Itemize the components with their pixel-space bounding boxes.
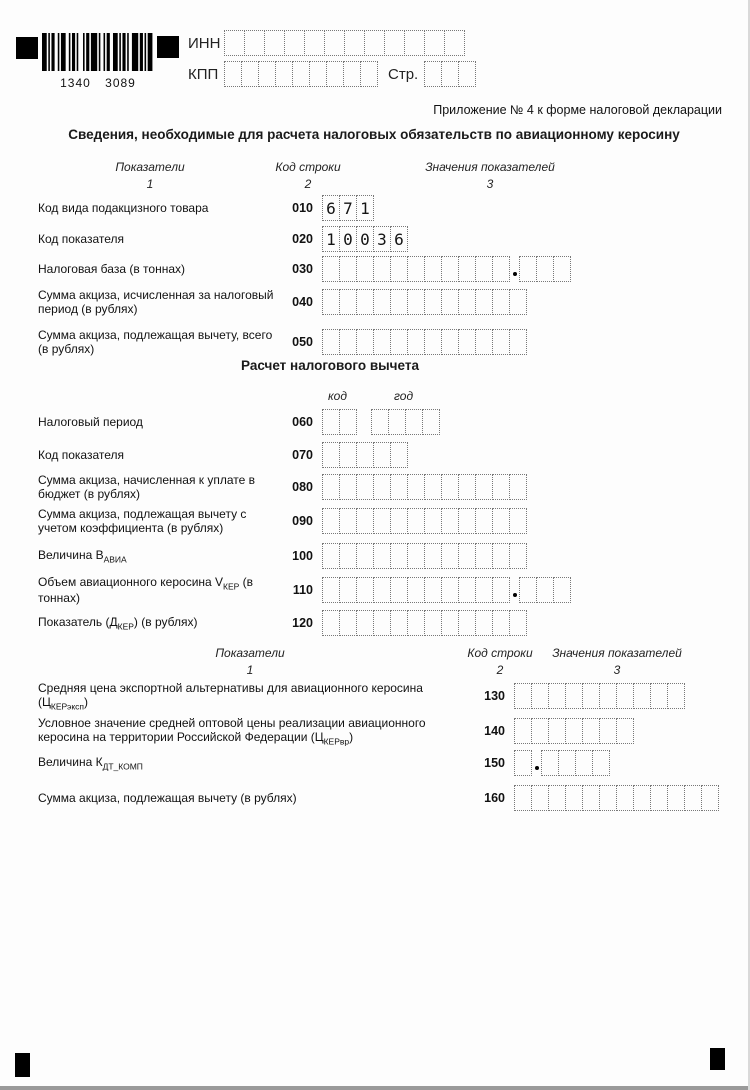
row-code: 040 (292, 295, 313, 310)
value-cell: 3 (373, 226, 391, 252)
value-cell (322, 543, 340, 569)
value-cell (441, 474, 459, 500)
value-cell (475, 329, 493, 355)
value-cell (356, 543, 374, 569)
kod-column-label: код (328, 389, 347, 403)
value-cell (441, 289, 459, 315)
value-cell: 0 (339, 226, 357, 252)
value-cell (424, 508, 442, 534)
value-cell (458, 610, 476, 636)
value-cell (390, 442, 408, 468)
value-cell (475, 543, 493, 569)
value-cell (514, 683, 532, 709)
value-field-030[interactable] (519, 256, 571, 282)
row-label: Показатель $(Д_{КЕР})$ (в рублях) (38, 614, 198, 632)
value-cell (701, 785, 719, 811)
value-cell (475, 474, 493, 500)
form-row-090 (38, 507, 527, 535)
value-cell: 1 (356, 195, 374, 221)
row-code: 030 (292, 262, 313, 276)
value-cell (424, 577, 442, 603)
value-cell (441, 61, 459, 87)
value-cell (390, 543, 408, 569)
registration-mark-bottom-left (15, 1053, 30, 1077)
value-cell (475, 289, 493, 315)
value-cell (322, 577, 340, 603)
kpp-row (188, 61, 476, 87)
row-code: 060 (292, 415, 313, 429)
value-field-150[interactable] (514, 750, 532, 776)
table1-header-linecode: Код строки 2 (275, 160, 341, 191)
kpp-field[interactable] (224, 61, 378, 87)
form-row-070 (38, 441, 408, 469)
value-cell (390, 329, 408, 355)
row-code: 020 (292, 232, 313, 246)
value-cell (582, 718, 600, 744)
value-cell (553, 256, 571, 282)
value-cell (407, 256, 425, 282)
value-cell (616, 683, 634, 709)
row-label: Налоговая база (в тоннах) (38, 261, 185, 276)
value-cell (373, 442, 391, 468)
value-cell (304, 30, 325, 56)
value-cell (390, 577, 408, 603)
value-cell (536, 577, 554, 603)
value-cell (388, 409, 406, 435)
table3-header-linecode: Код строки 2 (467, 646, 533, 677)
value-cell (565, 683, 583, 709)
row-code: 050 (292, 335, 313, 350)
value-cell (616, 718, 634, 744)
value-cell (373, 577, 391, 603)
value-cell (424, 610, 442, 636)
value-field-130[interactable] (514, 683, 685, 709)
row-code: 070 (292, 448, 313, 462)
value-cell (441, 577, 459, 603)
row-code: 080 (292, 480, 313, 495)
value-field-010[interactable] (322, 195, 374, 221)
form-row-120 (38, 609, 527, 637)
value-field-040[interactable] (322, 289, 527, 315)
value-cell (599, 785, 617, 811)
value-cell (407, 610, 425, 636)
value-cell (322, 610, 340, 636)
value-cell (373, 256, 391, 282)
row-label: Величина $В_{АВИА}$ (38, 547, 127, 565)
value-cell (509, 474, 527, 500)
value-cell (492, 474, 510, 500)
value-cell (390, 256, 408, 282)
value-cell (322, 474, 340, 500)
value-cell (458, 289, 476, 315)
value-cell (667, 683, 685, 709)
value-cell (424, 543, 442, 569)
value-cell (373, 508, 391, 534)
value-cell (531, 683, 549, 709)
value-cell (356, 610, 374, 636)
value-cell (458, 474, 476, 500)
value-field-160[interactable] (514, 785, 719, 811)
value-cell (264, 30, 285, 56)
value-field-120[interactable] (322, 610, 527, 636)
value-cell (339, 577, 357, 603)
value-cell (384, 30, 405, 56)
value-cell (475, 577, 493, 603)
form-row-130 (38, 681, 685, 712)
value-cell (458, 329, 476, 355)
form-row-050 (38, 328, 527, 356)
row-code: 160 (484, 791, 505, 805)
value-cell (258, 61, 276, 87)
value-field-050[interactable] (322, 329, 527, 355)
value-cell (514, 750, 532, 776)
value-cell (548, 785, 566, 811)
value-cell (339, 610, 357, 636)
value-cell: 6 (390, 226, 408, 252)
value-cell (322, 508, 340, 534)
value-cell (371, 409, 389, 435)
value-cell (599, 683, 617, 709)
value-cell (650, 683, 668, 709)
field-gap (357, 409, 371, 435)
value-cell (633, 785, 651, 811)
value-cell (373, 289, 391, 315)
registration-mark-bottom-right (710, 1048, 725, 1070)
form-row-110 (38, 575, 571, 606)
value-cell (356, 289, 374, 315)
form-row-030 (38, 255, 571, 283)
value-cell (565, 718, 583, 744)
form-title: Сведения, необходимые для расчета налоговых обязательств по авиационному керосину (68, 127, 680, 142)
value-cell (633, 683, 651, 709)
value-cell (322, 329, 340, 355)
inn-label: ИНН (188, 34, 221, 52)
value-cell (458, 508, 476, 534)
god-column-label: год (394, 389, 414, 403)
value-cell (441, 543, 459, 569)
scan-edge-bottom (0, 1086, 750, 1090)
value-cell (444, 30, 465, 56)
value-cell (390, 474, 408, 500)
value-cell (356, 577, 374, 603)
value-cell (424, 61, 442, 87)
value-cell (339, 543, 357, 569)
value-cell (407, 508, 425, 534)
row-label: Код показателя (38, 447, 125, 462)
value-cell (458, 577, 476, 603)
value-cell (424, 256, 442, 282)
value-field-060[interactable] (371, 409, 440, 435)
value-cell (404, 30, 425, 56)
row-label: Сумма акциза, подлежащая вычету (в рублях) (38, 790, 297, 805)
value-cell (558, 750, 576, 776)
row-code: 100 (292, 549, 313, 563)
value-cell (356, 329, 374, 355)
value-cell (422, 409, 440, 435)
value-cell (373, 543, 391, 569)
value-cell (441, 256, 459, 282)
value-cell (275, 61, 293, 87)
value-cell (536, 256, 554, 282)
value-field-140[interactable] (514, 718, 634, 744)
value-cell (339, 474, 357, 500)
value-cell (492, 610, 510, 636)
registration-mark-top-left-2 (157, 36, 179, 58)
row-label: Сумма акциза, подлежащая вычету, всего (в рублях) (38, 328, 273, 357)
value-cell (322, 256, 340, 282)
page-number-label: Стр. (388, 65, 419, 83)
value-cell (390, 508, 408, 534)
row-code: 140 (484, 724, 505, 739)
value-cell (356, 256, 374, 282)
value-cell (407, 543, 425, 569)
value-cell (390, 610, 408, 636)
inn-field[interactable] (224, 30, 465, 56)
form-row-020 (38, 225, 408, 253)
value-cell (575, 750, 593, 776)
value-cell (599, 718, 617, 744)
row-label: Код вида подакцизного товара (38, 200, 209, 215)
value-cell (424, 474, 442, 500)
value-cell (509, 289, 527, 315)
section-title: Расчет налогового вычета (241, 358, 419, 373)
value-cell (475, 256, 493, 282)
form-row-040 (38, 288, 527, 316)
value-cell (309, 61, 327, 87)
value-cell (475, 508, 493, 534)
value-cell (407, 474, 425, 500)
row-code: 150 (484, 756, 505, 770)
value-cell (356, 508, 374, 534)
value-cell: 1 (322, 226, 340, 252)
value-cell (241, 61, 259, 87)
row-label: Объем авиационного керосина $V_{КЕР}$ (в тоннах) (38, 575, 254, 606)
value-cell (509, 543, 527, 569)
value-cell (492, 289, 510, 315)
registration-mark-top-left (16, 37, 38, 59)
value-cell (492, 256, 510, 282)
value-cell (548, 683, 566, 709)
barcode-bars (42, 33, 154, 71)
value-field-150[interactable] (541, 750, 610, 776)
value-cell (531, 718, 549, 744)
value-cell (390, 289, 408, 315)
barcode (42, 33, 154, 90)
row-label: Код показателя (38, 231, 125, 246)
form-row-100 (38, 542, 527, 570)
value-cell (424, 289, 442, 315)
value-cell (592, 750, 610, 776)
appendix-note: Приложение № 4 к форме налоговой декларации (433, 103, 722, 117)
row-code: 130 (484, 689, 505, 704)
value-cell (492, 508, 510, 534)
form-row-160 (38, 784, 719, 812)
value-cell (373, 610, 391, 636)
value-cell (360, 61, 378, 87)
value-cell (407, 289, 425, 315)
value-cell (458, 543, 476, 569)
value-cell (356, 474, 374, 500)
kpp-label: КПП (188, 65, 219, 83)
decimal-point (510, 256, 519, 282)
row-label: Величина $К_{ДТ\_КОМП}$ (38, 754, 143, 772)
value-cell (565, 785, 583, 811)
value-cell (514, 718, 532, 744)
value-cell (492, 329, 510, 355)
value-field-030[interactable] (322, 256, 510, 282)
row-label: Средняя цена экспортной альтернативы для авиационного керосина $(Ц_{КЕРэксп})$ (38, 681, 423, 712)
value-cell (519, 256, 537, 282)
value-cell (458, 61, 476, 87)
value-field-070[interactable] (322, 442, 408, 468)
page-number-field[interactable] (424, 61, 476, 87)
value-field-110[interactable] (322, 577, 510, 603)
value-field-080[interactable] (322, 474, 527, 500)
value-cell (650, 785, 668, 811)
value-cell (324, 30, 345, 56)
value-cell (284, 30, 305, 56)
row-code: 010 (292, 201, 313, 215)
row-code: 110 (292, 583, 313, 598)
value-cell (492, 543, 510, 569)
value-cell: 0 (356, 226, 374, 252)
value-field-090[interactable] (322, 508, 527, 534)
table3-header-values: Значения показателей 3 (552, 646, 682, 677)
row-label: Условное значение средней оптовой цены реализации авиационного керосина на территории Российской Федерации $(Ц_{КЕРвр})$ (38, 716, 426, 747)
value-cell (582, 785, 600, 811)
value-cell (441, 610, 459, 636)
row-label: Сумма акциза, исчисленная за налоговый период (в рублях) (38, 288, 274, 317)
value-cell (509, 508, 527, 534)
value-cell (407, 577, 425, 603)
decimal-point (510, 577, 519, 603)
value-cell (322, 442, 340, 468)
value-cell (424, 329, 442, 355)
value-cell (424, 30, 445, 56)
value-cell (667, 785, 685, 811)
value-cell (224, 61, 242, 87)
value-cell (244, 30, 265, 56)
value-field-020[interactable] (322, 226, 408, 252)
value-cell (519, 577, 537, 603)
inn-row (188, 30, 465, 56)
row-label: Сумма акциза, начисленная к уплате в бюджет (в рублях) (38, 473, 256, 502)
value-cell (339, 508, 357, 534)
value-cell (343, 61, 361, 87)
value-cell (407, 329, 425, 355)
value-field-110[interactable] (519, 577, 571, 603)
table1-header-values: Значения показателей 3 (425, 160, 555, 191)
form-row-150 (38, 749, 610, 777)
value-cell (684, 785, 702, 811)
value-cell (531, 785, 549, 811)
value-cell (492, 577, 510, 603)
value-cell (541, 750, 559, 776)
value-cell (339, 329, 357, 355)
value-cell (339, 256, 357, 282)
value-cell (441, 329, 459, 355)
value-cell (509, 329, 527, 355)
value-cell (339, 442, 357, 468)
value-cell (373, 329, 391, 355)
value-cell (326, 61, 344, 87)
value-cell: 6 (322, 195, 340, 221)
value-cell (548, 718, 566, 744)
value-field-060[interactable] (322, 409, 357, 435)
value-cell (509, 610, 527, 636)
value-cell (616, 785, 634, 811)
form-row-060 (38, 408, 440, 436)
value-cell: 7 (339, 195, 357, 221)
row-label: Налоговый период (38, 414, 143, 429)
value-cell (339, 409, 357, 435)
row-code: 120 (292, 616, 313, 630)
table3-header-indicators: Показатели 1 (215, 646, 285, 677)
barcode-digits: 1340 3089 (60, 76, 136, 90)
value-field-100[interactable] (322, 543, 527, 569)
value-cell (292, 61, 310, 87)
form-row-140 (38, 716, 634, 747)
form-row-080 (38, 473, 527, 501)
value-cell (553, 577, 571, 603)
value-cell (514, 785, 532, 811)
value-cell (339, 289, 357, 315)
value-cell (322, 289, 340, 315)
value-cell (322, 409, 340, 435)
value-cell (458, 256, 476, 282)
value-cell (441, 508, 459, 534)
table1-header-indicators: Показатели 1 (115, 160, 185, 191)
value-cell (475, 610, 493, 636)
value-cell (356, 442, 374, 468)
decimal-point (532, 750, 541, 776)
row-label: Сумма акциза, подлежащая вычету с учетом коэффициента (в рублях) (38, 507, 247, 536)
row-code: 090 (292, 514, 313, 529)
value-cell (405, 409, 423, 435)
form-row-010 (38, 194, 374, 222)
value-cell (582, 683, 600, 709)
value-cell (224, 30, 245, 56)
value-cell (373, 474, 391, 500)
value-cell (364, 30, 385, 56)
value-cell (344, 30, 365, 56)
